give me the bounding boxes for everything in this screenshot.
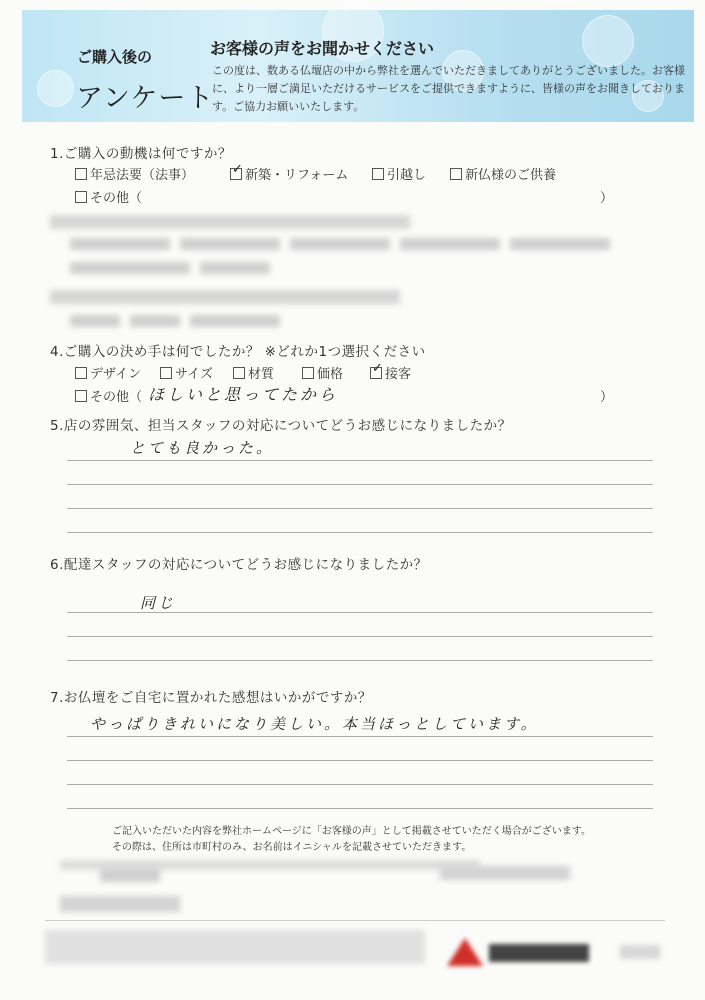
answer-line [67,760,653,761]
handwritten-answer-5: とても良かった。 [130,439,275,457]
checkbox-q4-option-other[interactable] [75,386,142,405]
page-title: お客様の声をお聞かせください [210,39,435,58]
header-banner [22,10,694,122]
redacted-options-row [70,262,280,277]
close-paren: ） [600,191,614,206]
answer-line [67,508,653,509]
checkbox-icon [75,390,87,402]
option-label: 材質 [248,367,275,382]
checkbox-icon [75,191,87,203]
checkbox-icon [372,168,384,180]
answer-line [67,784,653,785]
option-label: その他（ [90,390,143,405]
answer-line [67,736,653,737]
option-label: 接客 [385,367,412,382]
question-7: 7.お仏壇をご自宅に置かれた感想はいかがですか？ [50,690,372,706]
bubble-decoration [37,70,74,107]
handwritten-answer-7: やっぱりきれいになり美しい。本当ほっとしています。 [90,715,539,733]
redacted-field [440,866,570,880]
checkbox-q1-option-1[interactable] [75,164,194,183]
option-label: 新築・リフォーム [245,168,349,183]
redacted-mark [620,945,660,959]
company-logo [445,936,595,968]
answer-line [67,460,653,461]
option-label: サイズ [175,367,213,382]
checkbox-q1-option-other[interactable] [75,187,142,206]
checkbox-icon [233,367,245,379]
checkbox-q4-option-1[interactable] [75,363,141,382]
close-paren: ） [600,390,614,405]
answer-line [67,660,653,661]
question-6: 6.配達スタッフの対応についてどうお感じになりましたか？ [50,557,428,573]
answer-line [67,636,653,637]
option-label: 新仏様のご供養 [465,168,557,183]
checkbox-icon [75,367,87,379]
checked-checkbox-icon [230,168,242,180]
redacted-field [100,868,160,882]
option-label: その他（ [90,191,143,206]
checked-checkbox-icon [370,367,382,379]
redacted-options-row [70,315,290,330]
intro-text: この度は、数ある仏壇店の中から弊社を選んでいただきましてありがとうございました。お客様に、より一層ご満足いただけるサービスをご提供できますように、皆様の声をお聞きしております。ご協力お願いいたします。 [212,64,685,113]
answer-line [67,612,653,613]
header-subtitle: ご購入後の [77,48,153,66]
checkbox-q1-option-4[interactable] [450,164,556,183]
checkbox-icon [75,168,87,180]
redacted-company-info [45,930,425,964]
checkbox-icon [450,168,462,180]
checkbox-q1-option-2[interactable] [230,164,348,183]
checkbox-q4-option-2[interactable] [160,363,213,382]
question-4: 4.ご購入の決め手は何でしたか？ ※どれか1つ選択ください [50,344,426,360]
handwritten-answer-6: 同じ [140,594,177,612]
checkbox-icon [302,367,314,379]
bubble-decoration [582,15,634,67]
question-5: 5.店の雰囲気、担当スタッフの対応についてどうお感じになりましたか？ [50,418,512,434]
footer-note-2: その際は、住所は市町村のみ、お名前はイニシャルを記載させていただきます。 [112,842,472,853]
checkbox-icon [160,367,172,379]
checkbox-q4-option-4[interactable] [302,363,343,382]
option-label: 引越し [387,168,427,183]
checkbox-q4-option-5[interactable] [370,363,411,382]
answer-line [67,808,653,809]
option-label: デザイン [90,367,142,382]
option-label: 年忌法要（法事） [90,168,195,183]
redacted-question-2 [50,215,410,229]
redacted-question-3 [50,290,400,304]
option-label: 価格 [317,367,344,382]
answer-line [67,532,653,533]
logo-mark-icon [445,936,595,968]
redacted-options-row [70,238,620,253]
answer-line [67,484,653,485]
redacted-address [60,896,180,912]
divider [45,920,665,921]
footer-note-1: ご記入いただいた内容を弊社ホームページに「お客様の声」として掲載させていただく場合がございます。 [112,826,591,837]
checkbox-q4-option-3[interactable] [233,363,274,382]
checkbox-q1-option-3[interactable] [372,164,426,183]
handwritten-other-answer: ほしいと思ってたから [148,385,339,404]
question-1: 1.ご購入の動機は何ですか？ [50,146,232,162]
header-main-title: アンケート [76,83,215,114]
